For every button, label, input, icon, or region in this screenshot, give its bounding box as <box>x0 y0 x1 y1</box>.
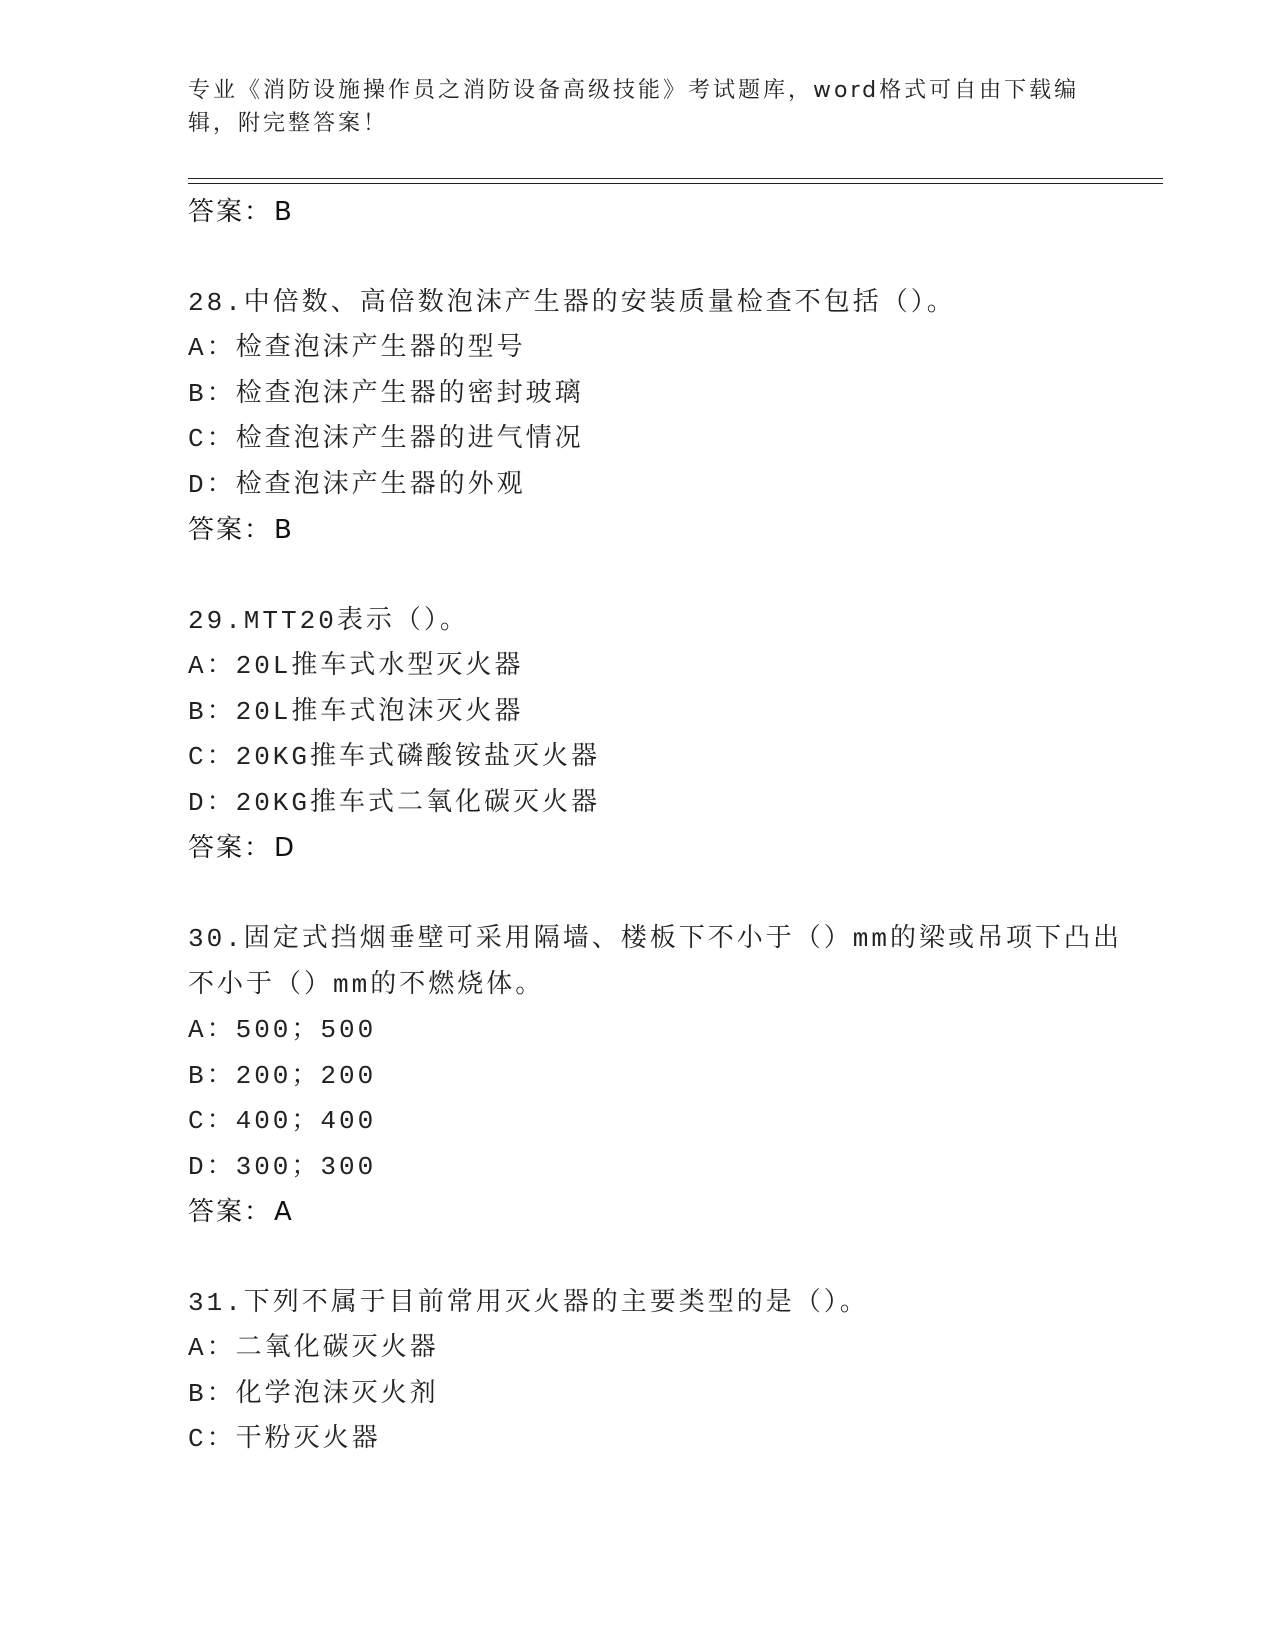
answer-value: D <box>274 833 297 863</box>
option-b: B：化学泡沫灭火剂 <box>188 1378 439 1409</box>
option-a: A：检查泡沫产生器的型号 <box>188 333 526 363</box>
option-b: B：检查泡沫产生器的密封玻璃 <box>188 378 584 409</box>
option-a: A：500；500 <box>188 1015 377 1045</box>
answer-line <box>188 508 1148 552</box>
answer-value: A <box>274 1197 294 1227</box>
option-b: B：20L推车式泡沫灭火器 <box>188 696 524 727</box>
answer-line <box>188 826 1148 870</box>
option-b: B：200；200 <box>188 1060 377 1091</box>
option-a: A：20L推车式水型灭火器 <box>188 651 524 681</box>
question-list <box>188 190 1148 1463</box>
answer-label: 答案： <box>188 515 273 545</box>
option-c: C：检查泡沫产生器的进气情况 <box>188 424 584 454</box>
answer-value: B <box>274 515 294 545</box>
header-divider-top <box>188 178 1163 179</box>
answer-label: 答案： <box>188 1197 273 1227</box>
answer-line <box>188 1190 1148 1234</box>
option-c: C：干粉灭火器 <box>188 1424 381 1454</box>
document-header: 专业《消防设施操作员之消防设备高级技能》考试题库，word格式可自由下载编辑，附完整答案！ <box>188 78 1080 136</box>
option-a: A：二氧化碳灭火器 <box>188 1333 439 1363</box>
question-block <box>188 598 1148 870</box>
option-d: D：检查泡沫产生器的外观 <box>188 469 526 500</box>
question-stem: 29.MTT20表示（）。 <box>188 606 469 636</box>
answer-label: 答案： <box>188 197 273 227</box>
option-c: C：20KG推车式磷酸铵盐灭火器 <box>188 742 601 772</box>
spacer <box>188 1234 1148 1280</box>
header-divider-bottom <box>188 183 1163 184</box>
answer-label: 答案： <box>188 833 273 863</box>
spacer <box>188 234 1148 280</box>
question-block <box>188 916 1148 1234</box>
option-d: D：300；300 <box>188 1151 377 1182</box>
answer-line <box>188 190 1148 234</box>
option-c: C：400；400 <box>188 1106 377 1136</box>
spacer <box>188 552 1148 598</box>
question-stem: 28.中倍数、高倍数泡沫产生器的安装质量检查不包括（）。 <box>188 288 956 318</box>
question-block <box>188 1280 1148 1463</box>
answer-value: B <box>274 197 294 227</box>
option-d: D：20KG推车式二氧化碳灭火器 <box>188 787 601 818</box>
question-stem: 30.固定式挡烟垂壁可采用隔墙、楼板下不小于（）mm的梁或吊项下凸出不小于（）mm的不燃烧体。 <box>188 924 1123 1000</box>
question-stem: 31.下列不属于目前常用灭火器的主要类型的是（）。 <box>188 1288 869 1318</box>
spacer <box>188 870 1148 916</box>
question-block <box>188 280 1148 552</box>
